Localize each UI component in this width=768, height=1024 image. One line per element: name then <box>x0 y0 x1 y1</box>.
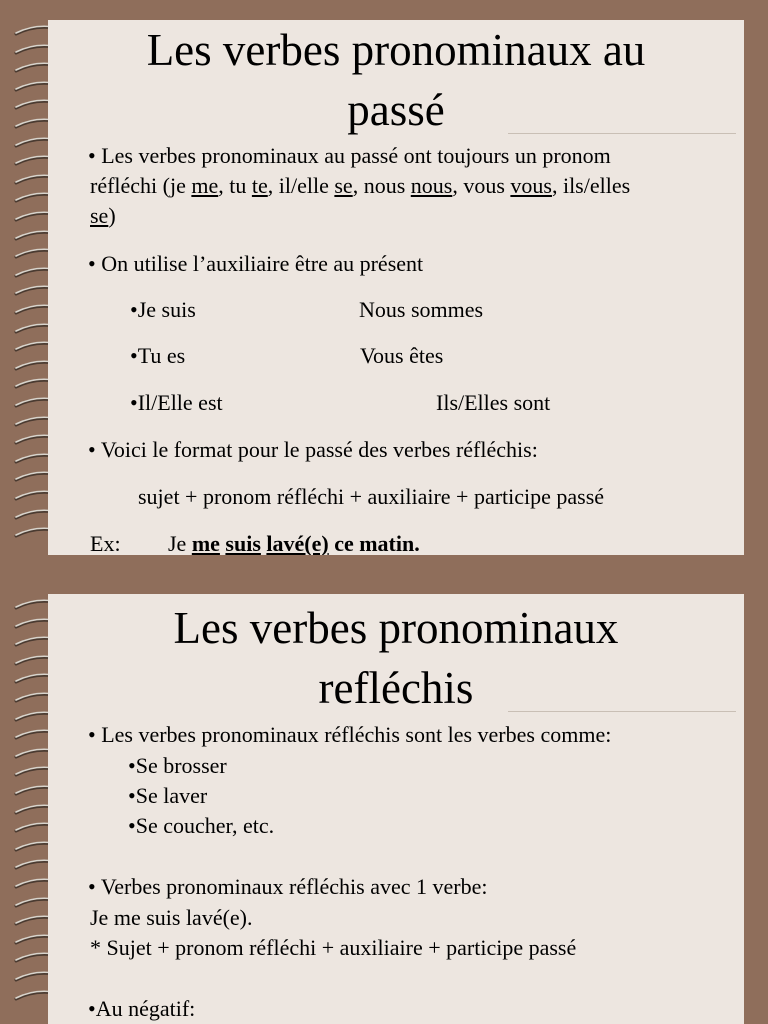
formula-text: sujet + pronom réfléchi + auxiliaire + participe passé <box>138 484 605 509</box>
bullet-text: On utilise l’auxiliaire être au présent <box>101 251 424 276</box>
slide-2-formula: * Sujet + pronom réfléchi + auxiliaire + participe passé <box>90 935 577 960</box>
text: , ils/elles <box>551 173 631 198</box>
title-underline-rule <box>508 133 736 134</box>
conj-il: •Il/Elle est <box>130 390 223 415</box>
slide-1-title-line-1: Les verbes pronominaux au <box>146 25 646 75</box>
example-pronoun: me <box>191 531 220 555</box>
conj-nous: Nous sommes <box>359 297 484 322</box>
slide-1-bullet-1-line-3 <box>90 201 116 231</box>
pronoun-me: me <box>191 173 219 198</box>
example-participle: lavé(e) <box>266 531 329 555</box>
slide-1 <box>48 20 744 555</box>
slide-1-bullet-1-line-2 <box>90 171 630 201</box>
slide-2-title-line-2: refléchis <box>318 663 474 713</box>
text: , tu <box>218 173 252 198</box>
slide-2-bullet-2 <box>88 872 488 902</box>
slide-2 <box>48 594 744 1024</box>
bullet-marker: • <box>88 437 96 462</box>
slide-2-negatif: •Au négatif: <box>88 996 196 1021</box>
list-item: •Se brosser <box>128 753 227 778</box>
bullet-marker: • <box>88 143 96 168</box>
bullet-text: Voici le format pour le passé des verbes réfléchis: <box>100 437 538 462</box>
bullet-marker: • <box>88 874 96 899</box>
bullet-text: Verbes pronominaux réfléchis avec 1 verbe: <box>100 874 488 899</box>
pronoun-se: se <box>334 173 353 198</box>
text: , nous <box>352 173 411 198</box>
pronoun-te: te <box>251 173 268 198</box>
slide-2-title-line-1: Les verbes pronominaux <box>173 603 619 653</box>
text: , il/elle <box>267 173 335 198</box>
example-sentence <box>168 529 420 555</box>
example-rest: ce matin. <box>334 531 420 555</box>
text: réfléchi (je <box>90 173 192 198</box>
text: , vous <box>452 173 511 198</box>
slide-1-bullet-2 <box>88 249 423 279</box>
slide-1-title-line-2: passé <box>347 85 445 135</box>
slide-1-bullet-1-line-1 <box>88 141 611 171</box>
conj-vous: Vous êtes <box>360 343 444 368</box>
conj-ils: Ils/Elles sont <box>436 390 551 415</box>
slide-2-bullet-1 <box>88 720 611 750</box>
title-underline-rule <box>508 711 736 712</box>
text: ) <box>108 203 116 228</box>
slide-1-bullet-3 <box>88 435 538 465</box>
bullet-text: Les verbes pronominaux réfléchis sont les verbes comme: <box>101 722 612 747</box>
list-item: •Se laver <box>128 783 208 808</box>
example-label: Ex: <box>90 531 121 555</box>
bullet-marker: • <box>88 251 96 276</box>
example-subject: Je <box>168 531 187 555</box>
example-auxiliary: suis <box>225 531 261 555</box>
bullet-text: Les verbes pronominaux au passé ont toujours un pronom <box>101 143 611 168</box>
pronoun-nous: nous <box>410 173 453 198</box>
bullet-marker: • <box>88 722 96 747</box>
list-item: •Se coucher, etc. <box>128 813 275 838</box>
pronoun-se-plural: se <box>90 203 109 228</box>
pronoun-vous: vous <box>510 173 552 198</box>
slide-2-example: Je me suis lavé(e). <box>90 905 253 930</box>
conj-tu: •Tu es <box>130 343 186 368</box>
conj-je: •Je suis <box>130 297 196 322</box>
